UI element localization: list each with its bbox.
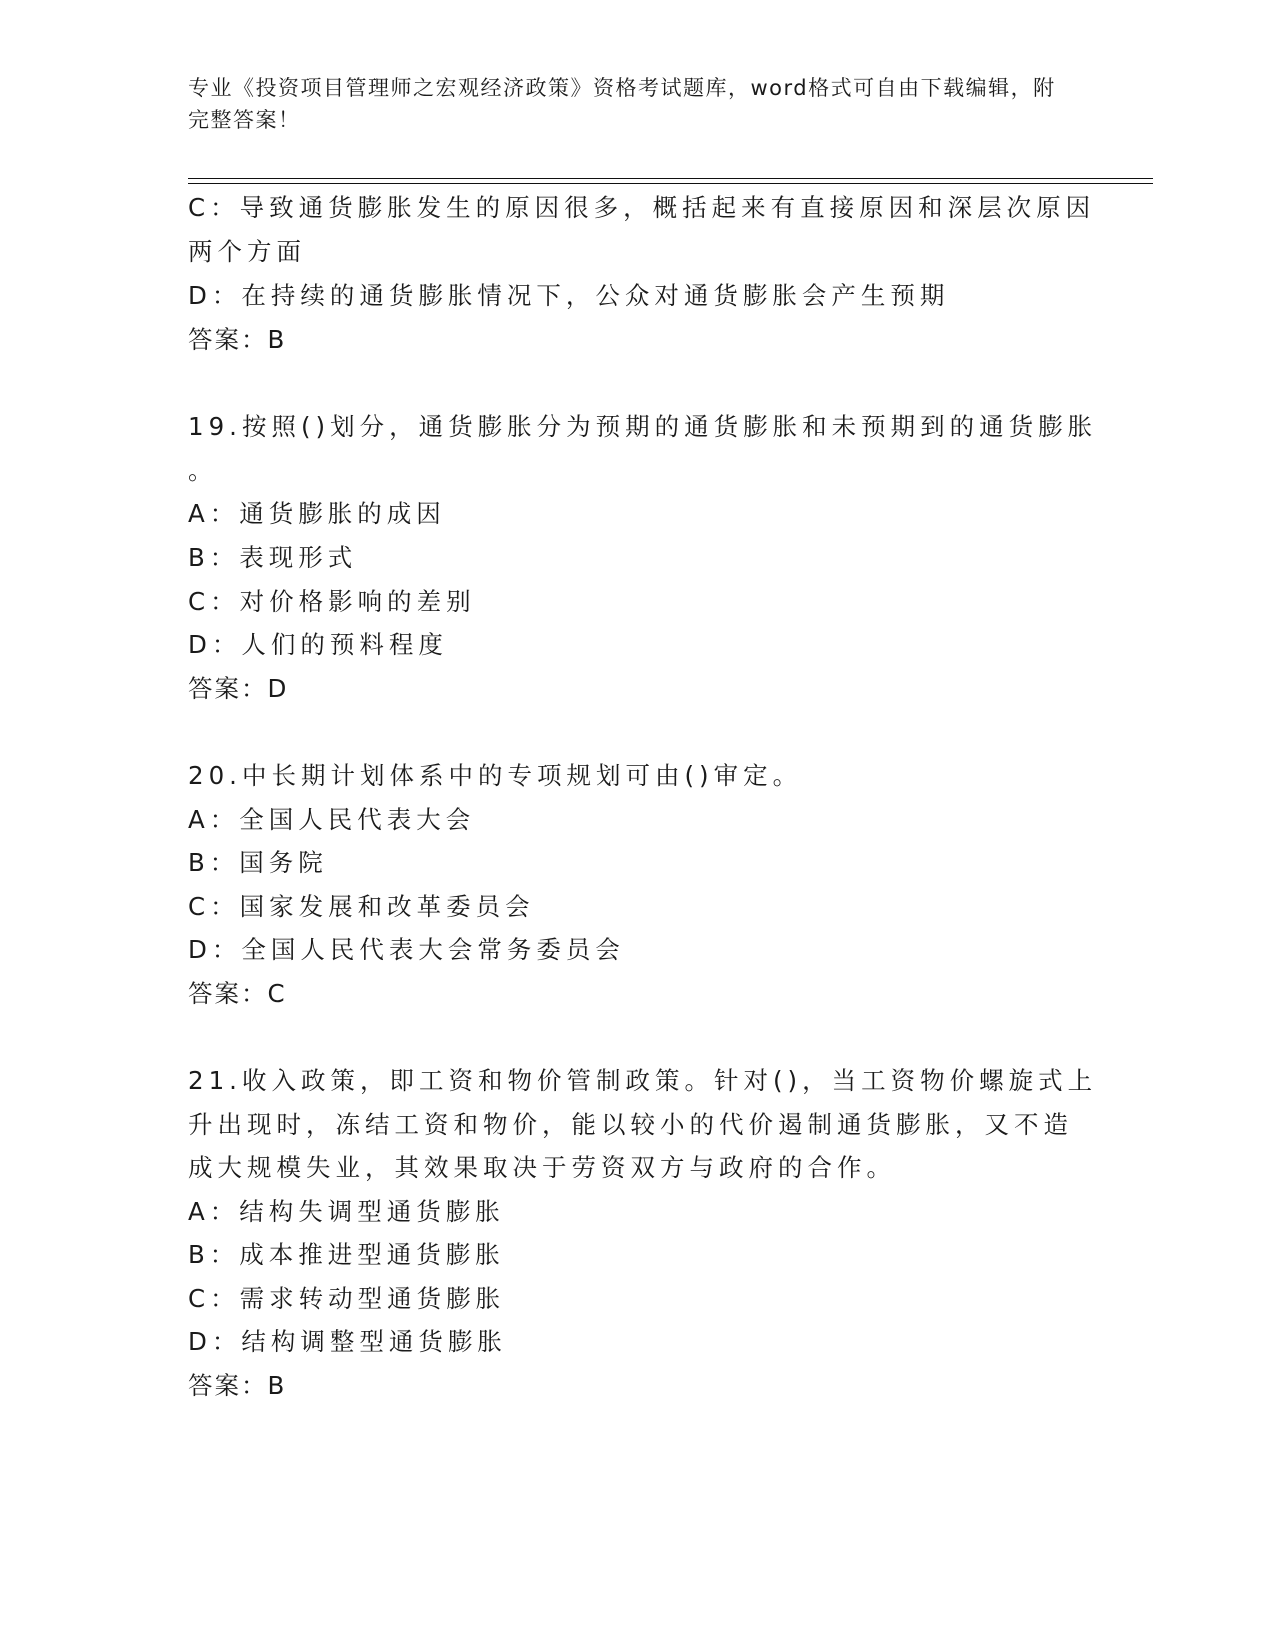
option-c-line2: 两个方面 xyxy=(188,237,306,266)
document-header: 专业《投资项目管理师之宏观经济政策》资格考试题库，word格式可自由下载编辑，附完整答案！ xyxy=(188,76,1056,132)
question-19-stem-line1: 19.按照()划分，通货膨胀分为预期的通货膨胀和未预期到的通货膨胀 xyxy=(188,412,1098,441)
question-21-option-d: D：结构调整型通货膨胀 xyxy=(188,1327,507,1356)
question-20-stem: 20.中长期计划体系中的专项规划可由()审定。 xyxy=(188,761,803,790)
question-21-stem-line2: 升出现时，冻结工资和物价，能以较小的代价遏制通货膨胀，又不造 xyxy=(188,1110,1073,1139)
question-21-option-a: A：结构失调型通货膨胀 xyxy=(188,1197,505,1226)
question-21-stem-line3: 成大规模失业，其效果取决于劳资双方与政府的合作。 xyxy=(188,1153,896,1182)
question-20-option-c: C：国家发展和改革委员会 xyxy=(188,892,535,921)
question-21-answer: 答案：B xyxy=(188,1371,287,1400)
question-19-option-a: A：通货膨胀的成因 xyxy=(188,499,446,528)
question-19-answer: 答案：D xyxy=(188,674,289,703)
header-divider-bottom xyxy=(188,183,1153,184)
question-19-stem-line2: 。 xyxy=(188,456,218,485)
option-d: D：在持续的通货膨胀情况下，公众对通货膨胀会产生预期 xyxy=(188,281,950,310)
option-c-line1: C：导致通货膨胀发生的原因很多，概括起来有直接原因和深层次原因 xyxy=(188,193,1096,222)
question-19-option-d: D：人们的预料程度 xyxy=(188,630,448,659)
question-21-stem-line1: 21.收入政策，即工资和物价管制政策。针对()，当工资物价螺旋式上 xyxy=(188,1066,1098,1095)
question-20-option-d: D：全国人民代表大会常务委员会 xyxy=(188,935,625,964)
question-21-option-c: C：需求转动型通货膨胀 xyxy=(188,1284,506,1313)
question-20-answer: 答案：C xyxy=(188,979,287,1008)
header-divider-top xyxy=(188,178,1153,179)
question-19-option-c: C：对价格影响的差别 xyxy=(188,587,476,616)
question-20-option-a: A：全国人民代表大会 xyxy=(188,805,476,834)
question-20-option-b: B：国务院 xyxy=(188,848,328,877)
answer: 答案：B xyxy=(188,325,287,354)
question-21-option-b: B：成本推进型通货膨胀 xyxy=(188,1240,505,1269)
question-19-option-b: B：表现形式 xyxy=(188,543,358,572)
